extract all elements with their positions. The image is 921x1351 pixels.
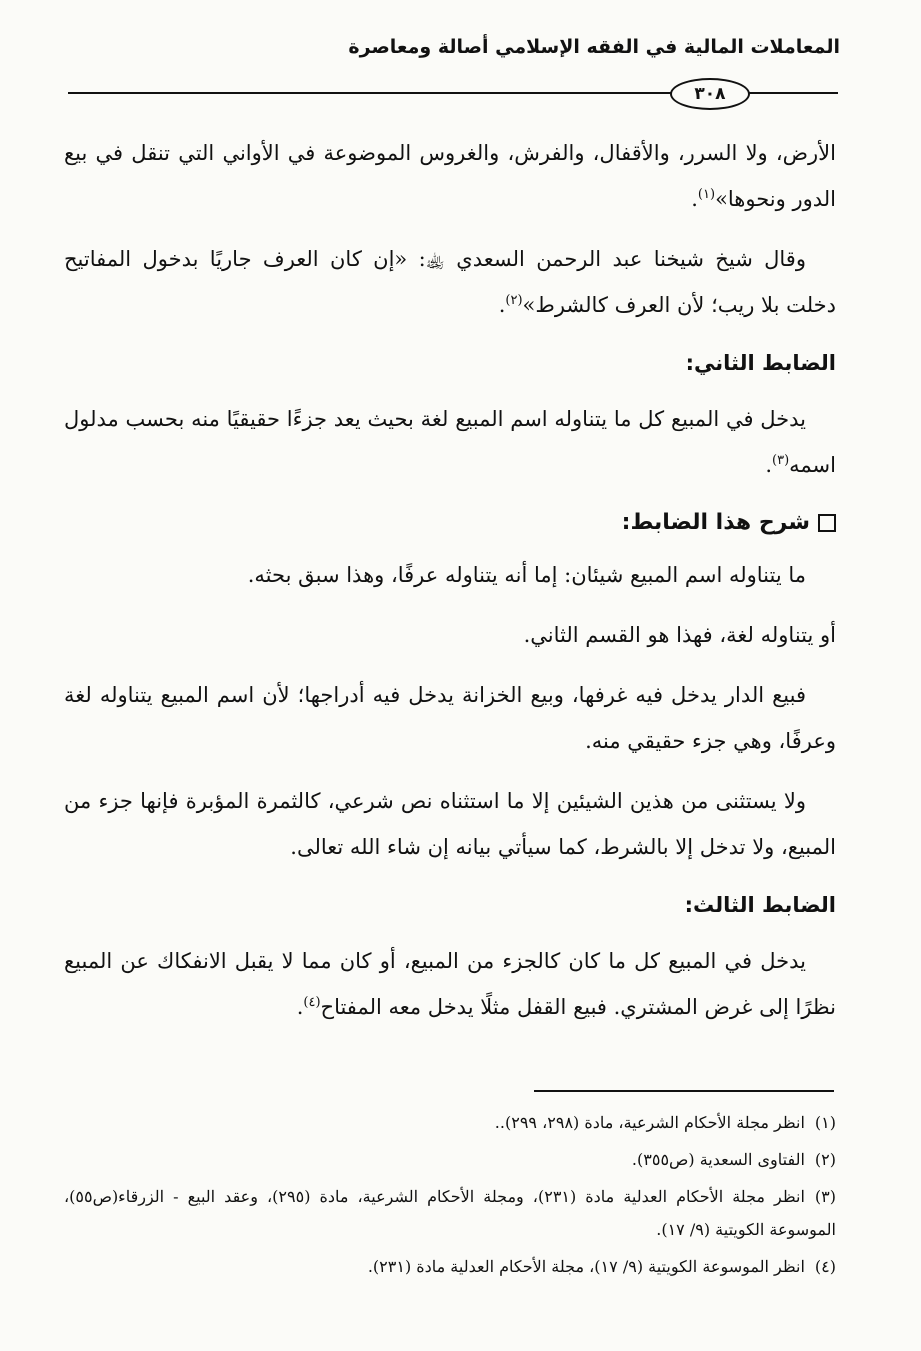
footnote-ref-3: (٣) bbox=[772, 453, 790, 468]
footnote-3: (٣)انظر مجلة الأحكام العدلية مادة (٢٣١)، ومجلة الأحكام الشرعية، مادة (٢٩٥)، وعقد البيع - الزرقاء(ص٥٥)، الموسوعة الكويتية (٩/ ١٧). bbox=[64, 1187, 837, 1239]
paragraph-6: فبيع الدار يدخل فيه غرفها، وبيع الخزانة يدخل فيه أدراجها؛ لأن اسم المبيع يتناوله لغة وعرفًا، وهي جزء حقيقي منه. bbox=[64, 683, 836, 753]
square-box-icon bbox=[818, 514, 836, 532]
footnote-ref-2: (٢) bbox=[505, 293, 523, 308]
main-text bbox=[64, 130, 836, 1044]
footnote-1: (١)انظر مجلة الأحكام الشرعية، مادة (٢٩٨، ٢٩٩).. bbox=[494, 1113, 836, 1132]
footnote-ref-1: (١) bbox=[697, 187, 716, 202]
footnotes bbox=[64, 1106, 836, 1287]
paragraph-3: يدخل في المبيع كل ما يتناوله اسم المبيع لغة بحيث يعد جزءًا حقيقيًا منه بحسب مدلول اسمه$^{(٣)}$. bbox=[64, 407, 836, 477]
subheading-explanation: شرح هذا الضابط: bbox=[64, 502, 836, 544]
paragraph-7: ولا يستثنى من هذين الشيئين إلا ما استثناه نص شرعي، كالثمرة المؤبرة فإنها جزء من المبيع، ولا تدخل إلا بالشرط، كما سيأتي بيانه إن شاء الله تعالى. bbox=[64, 789, 836, 859]
footnote-2: (٢)الفتاوى السعدية (ص٣٥٥). bbox=[631, 1150, 836, 1169]
heading-third-rule: الضابط الثالث: bbox=[684, 893, 836, 917]
paragraph-8: يدخل في المبيع كل ما كان كالجزء من المبيع، أو كان مما لا يقبل الانفكاك عن المبيع نظرًا إلى غرض المشتري. فبيع القفل مثلًا يدخل معه المفتاح$^{(٤)}$. bbox=[64, 949, 836, 1019]
paragraph-1: الأرض، ولا السرر، والأقفال، والفرش، والغروس الموضوعة في الأواني التي تنقل في بيع الدور ونحوها»$^{(١)}$. bbox=[64, 141, 836, 211]
paragraph-4: ما يتناوله اسم المبيع شيئان: إما أنه يتناوله عرفًا، وهذا سبق بحثه. bbox=[247, 563, 806, 587]
footnote-rule bbox=[534, 1090, 834, 1092]
page-number: ٣٠٨ bbox=[670, 78, 750, 110]
footnote-ref-4: (٤) bbox=[303, 995, 321, 1010]
paragraph-5: أو يتناوله لغة، فهذا هو القسم الثاني. bbox=[523, 623, 836, 647]
running-head-title: المعاملات المالية في الفقه الإسلامي أصالة ومعاصرة bbox=[348, 36, 840, 58]
paragraph-2: وقال شيخ شيخنا عبد الرحمن السعدي ﵀: «إن كان العرف جاريًا بدخول المفاتيح دخلت بلا ريب؛ لأن العرف كالشرط»$^{(٢)}$. bbox=[64, 247, 836, 317]
footnote-4: (٤)انظر الموسوعة الكويتية (٩/ ١٧)، مجلة الأحكام العدلية مادة (٢٣١). bbox=[367, 1257, 836, 1276]
heading-second-rule: الضابط الثاني: bbox=[685, 351, 836, 375]
